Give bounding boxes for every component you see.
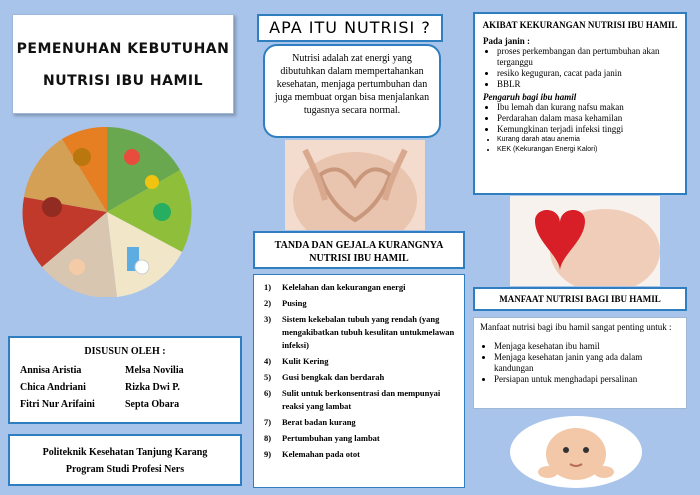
janin-label: Pada janin :: [483, 36, 531, 46]
list-item: • Perdarahan dalam masa kehamilan: [497, 113, 685, 124]
list-item: [264, 297, 460, 310]
tanda-list: [264, 281, 460, 461]
item-number: 1): [264, 282, 272, 292]
title-line2: NUTRISI IBU HAMIL: [42, 73, 204, 89]
food-wheel-image: [22, 127, 192, 297]
author-name: Septa Obara: [125, 399, 180, 410]
title-box: [12, 14, 234, 114]
author-name: Chica Andriani: [20, 382, 86, 393]
list-item: [264, 432, 460, 445]
list-item: • Kurang darah atau anemia: [497, 135, 685, 145]
list-item: • KEK (Kekurangan Energi Kalori): [497, 145, 685, 155]
apa-title: APA ITU NUTRISI ?: [257, 14, 443, 42]
item-text: Pusing: [282, 298, 307, 308]
list-item: [264, 281, 460, 294]
list-item: • Persiapan untuk menghadapi persalinan: [494, 374, 680, 385]
author-name: Rizka Dwi P.: [125, 382, 180, 393]
list-item: [264, 448, 460, 461]
item-text: Kelemahan pada otot: [282, 449, 360, 459]
list-item: [264, 416, 460, 429]
tanda-title: TANDA DAN GEJALA KURANGNYA NUTRISI IBU HAMIL: [253, 231, 465, 269]
item-text: Berat badan kurang: [282, 417, 356, 427]
item-text: Kelelahan dan kekurangan energi: [282, 282, 406, 292]
manfaat-list: [494, 341, 680, 385]
author-name: Fitri Nur Arifaini: [20, 399, 95, 410]
authors-heading: DISUSUN OLEH :: [84, 346, 166, 357]
baby-image: [508, 414, 644, 490]
apa-body: Nutrisi adalah zat energi yang dibutuhkan dalam mempertahankan kesehatan, menjaga pertumbuhan dan juga membuat organ bisa menjalankan tugasnya secara normal.: [263, 44, 441, 138]
list-item: • proses perkembangan dan pertumbuhan akan terganggu: [497, 46, 685, 68]
item-number: 3): [264, 314, 272, 324]
list-item: • Menjaga kesehatan janin yang ada dalam kandungan: [494, 352, 680, 374]
list-item: • resiko keguguran, cacat pada janin: [497, 68, 685, 79]
akibat-title: AKIBAT KEKURANGAN NUTRISI IBU HAMIL: [482, 20, 678, 30]
author-name: Melsa Novilia: [125, 365, 184, 376]
manfaat-box: [473, 317, 687, 409]
ibu-label: Pengaruh bagi ibu hamil: [483, 92, 577, 102]
item-text: Kulit Kering: [282, 356, 329, 366]
manfaat-title: MANFAAT NUTRISI BAGI IBU HAMIL: [473, 287, 687, 311]
item-text: Sistem kekebalan tubuh yang rendah (yang mengakibatkan tubuh kesulitan untukmelawan infeksi): [282, 314, 455, 350]
title-line1: PEMENUHAN KEBUTUHAN: [16, 41, 230, 57]
item-text: Gusi bengkak dan berdarah: [282, 372, 385, 382]
item-text: Sulit untuk berkonsentrasi dan mempunyai reaksi yang lambat: [282, 388, 441, 411]
list-item: [264, 387, 460, 413]
institution-box: [8, 434, 242, 486]
akibat-box: [473, 12, 687, 195]
list-item: • Ibu lemah dan kurang nafsu makan: [497, 102, 685, 113]
ibu-list-small: [497, 135, 685, 155]
item-number: 2): [264, 298, 272, 308]
item-number: 4): [264, 356, 272, 366]
manfaat-intro: Manfaat nutrisi bagi ibu hamil sangat penting untuk :: [480, 322, 672, 332]
item-text: Pertumbuhan yang lambat: [282, 433, 380, 443]
list-item: • Menjaga kesehatan ibu hamil: [494, 341, 680, 352]
item-number: 5): [264, 372, 272, 382]
list-item: • BBLR: [497, 79, 685, 90]
author-name: Annisa Aristia: [20, 365, 82, 376]
item-number: 8): [264, 433, 272, 443]
list-item: • Kemungkinan terjadi infeksi tinggi: [497, 124, 685, 135]
item-number: 7): [264, 417, 272, 427]
list-item: [264, 371, 460, 384]
authors-box: [8, 336, 242, 424]
pregnant-belly-image: [285, 140, 425, 230]
item-number: 6): [264, 388, 272, 398]
janin-list: [497, 46, 685, 90]
institution-name: Politeknik Kesehatan Tanjung Karang: [42, 447, 208, 458]
item-number: 9): [264, 449, 272, 459]
list-item: [264, 355, 460, 368]
list-item: [264, 313, 460, 352]
tanda-list-box: [253, 274, 465, 488]
heart-belly-image: [510, 196, 660, 286]
program-name: Program Studi Profesi Ners: [65, 464, 185, 475]
ibu-list: [497, 102, 685, 135]
